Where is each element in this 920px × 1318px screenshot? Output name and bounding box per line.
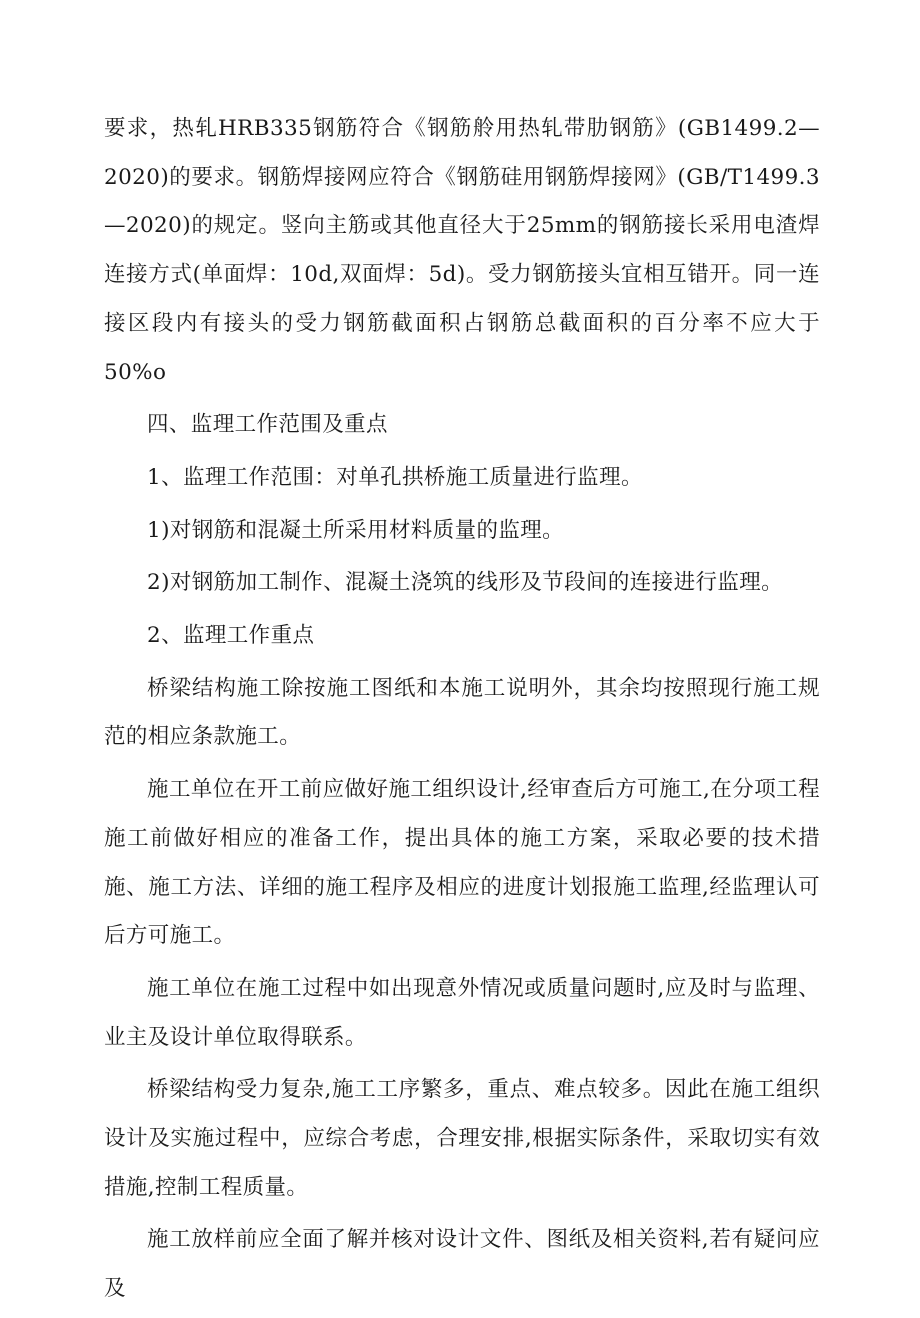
list-item-materials: 1)对钢筋和混凝土所采用材料质量的监理。 (147, 517, 565, 543)
document-body (104, 105, 820, 1318)
section-heading-scope-and-focus: 四、监理工作范围及重点 (147, 412, 388, 438)
paragraph-construction-norms: 桥梁结构施工除按施工图纸和本施工说明外，其余均按照现行施工规范的相应条款施工。 (104, 675, 820, 750)
subheading-scope: 1、监理工作范围：对单孔拱桥施工质量进行监理。 (147, 464, 643, 490)
paragraph-contact: 施工单位在施工过程中如出现意外情况或质量问题时,应及时与监理、业主及设计单位取得联系。 (104, 975, 820, 1050)
subheading-focus: 2、监理工作重点 (147, 623, 315, 649)
paragraph-rebar-requirements: 要求，热轧HRB335钢筋符合《钢筋舲用热轧带肋钢筋》(GB1499.2—2020)的要求。钢筋焊接网应符合《钢筋硅用钢筋焊接网》(GB/T1499.3—2020)的规定。竖向主筋或其他直径大于25mm的钢筋接长采用电渣焊连接方式(单面焊：10d,双面焊：5d)。受力钢筋接头宜相互错开。同一连接区段内有接头的受力钢筋截面积占钢筋总截面积的百分率不应大于50%o (104, 116, 820, 385)
paragraph-organization-design: 施工单位在开工前应做好施工组织设计,经审查后方可施工,在分项工程施工前做好相应的准备工作，提出具体的施工方案，采取必要的技术措施、施工方法、详细的施工程序及相应的进度计划报施工监理,经监理认可后方可施工。 (104, 777, 820, 949)
paragraph-setting-out: 施工放样前应全面了解并核对设计文件、图纸及相关资料,若有疑问应及 (104, 1227, 820, 1302)
list-item-fabrication: 2)对钢筋加工制作、混凝土浇筑的线形及节段间的连接进行监理。 (147, 570, 784, 596)
paragraph-complexity: 桥梁结构受力复杂,施工工序繁多，重点、难点较多。因此在施工组织设计及实施过程中，应综合考虑，合理安排,根据实际条件，采取切实有效措施,控制工程质量。 (104, 1077, 820, 1200)
